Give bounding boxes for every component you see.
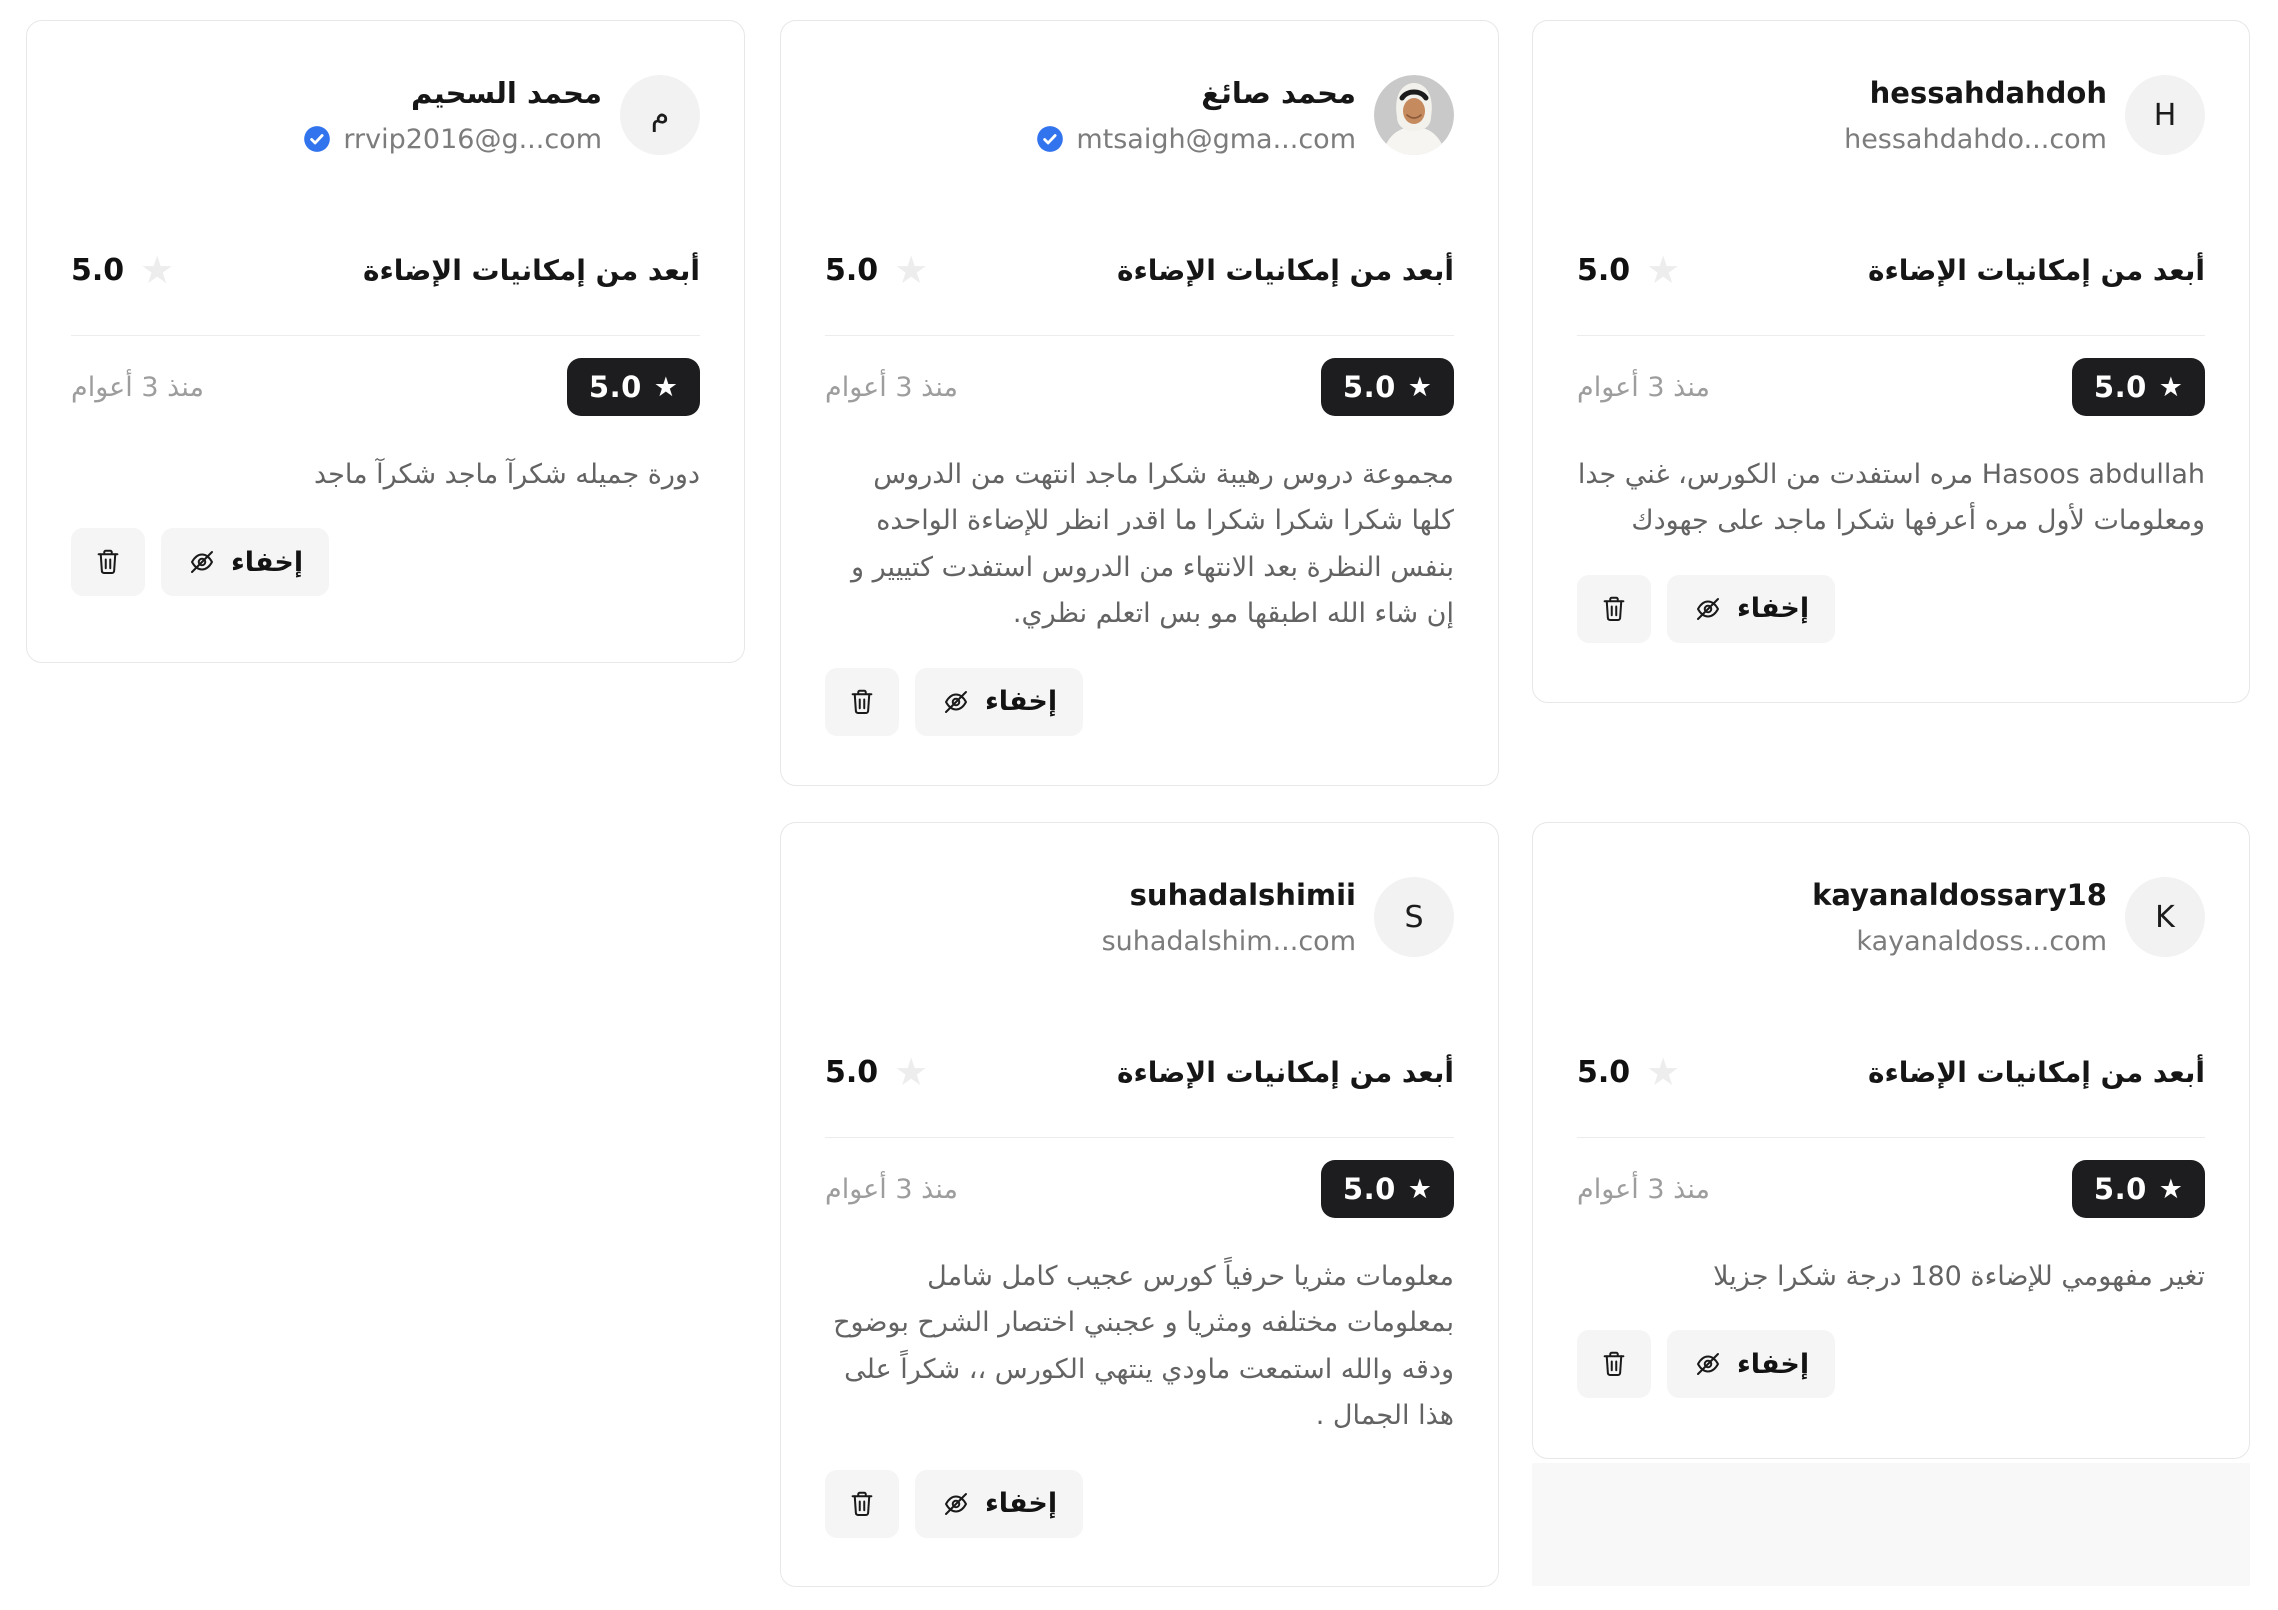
hide-button-label: إخفاء xyxy=(985,1488,1058,1520)
delete-review-button[interactable] xyxy=(825,668,899,736)
course-title: أبعد من إمكانيات الإضاءة xyxy=(1116,1055,1454,1089)
reviewer-header xyxy=(825,75,1454,155)
divider xyxy=(1577,1137,2205,1138)
eye-off-icon xyxy=(1693,1349,1723,1379)
hide-button-label: إخفاء xyxy=(1737,593,1810,625)
badge-rating-value: 5.0 xyxy=(2093,370,2147,404)
reviewer-email: kayanaldoss...com xyxy=(1856,925,2107,957)
course-title: أبعد من إمكانيات الإضاءة xyxy=(1116,253,1454,287)
avatar: H xyxy=(2125,75,2205,155)
divider xyxy=(1577,335,2205,336)
rating xyxy=(825,1050,929,1094)
rating-badge xyxy=(2072,358,2205,416)
hide-review-button[interactable] xyxy=(161,528,329,596)
star-icon: ★ xyxy=(2158,1173,2183,1205)
review-card xyxy=(1532,822,2250,1459)
rating-badge xyxy=(1321,1160,1454,1218)
star-icon-muted: ★ xyxy=(894,1050,929,1094)
rating xyxy=(1577,248,1681,292)
badge-rating-value: 5.0 xyxy=(1342,1172,1396,1206)
hide-review-button[interactable] xyxy=(1667,575,1835,643)
hide-button-label: إخفاء xyxy=(1737,1348,1810,1380)
delete-review-button[interactable] xyxy=(71,528,145,596)
reviewer-name: hessahdahdoh xyxy=(1869,76,2107,111)
course-title: أبعد من إمكانيات الإضاءة xyxy=(1867,253,2205,287)
star-icon-muted: ★ xyxy=(894,248,929,292)
reviewer-name: محمد صائغ xyxy=(1201,76,1356,111)
rating-badge xyxy=(1321,358,1454,416)
star-icon: ★ xyxy=(2158,371,2183,403)
badge-rating-value: 5.0 xyxy=(588,370,642,404)
rating xyxy=(825,248,929,292)
reviewer-header xyxy=(71,75,700,155)
reviewer-name: محمد السحيم xyxy=(411,76,602,111)
trash-icon xyxy=(847,1489,877,1519)
avatar-photo xyxy=(1374,75,1454,155)
reviewer-email: suhadalshim...com xyxy=(1101,925,1356,957)
divider xyxy=(71,335,700,336)
trash-icon xyxy=(93,547,123,577)
reviewer-header xyxy=(1577,75,2205,155)
reviewer-email: hessahdahdo...com xyxy=(1844,123,2107,155)
reviewer-name: suhadalshimii xyxy=(1129,878,1356,913)
hide-review-button[interactable] xyxy=(915,1470,1083,1538)
star-icon: ★ xyxy=(653,371,678,403)
eye-off-icon xyxy=(941,1489,971,1519)
trash-icon xyxy=(1599,1349,1629,1379)
star-icon-muted: ★ xyxy=(1646,248,1681,292)
hide-button-label: إخفاء xyxy=(985,686,1058,718)
delete-review-button[interactable] xyxy=(1577,575,1651,643)
delete-review-button[interactable] xyxy=(825,1470,899,1538)
star-icon: ★ xyxy=(1407,1173,1432,1205)
rating-badge xyxy=(2072,1160,2205,1218)
rating xyxy=(71,248,175,292)
rating-value: 5.0 xyxy=(825,252,879,288)
review-time: منذ 3 أعوام xyxy=(1577,371,1710,403)
rating-value: 5.0 xyxy=(825,1054,879,1090)
divider xyxy=(825,1137,1454,1138)
verified-icon xyxy=(1036,125,1064,153)
review-time: منذ 3 أعوام xyxy=(825,1173,958,1205)
eye-off-icon xyxy=(1693,594,1723,624)
star-icon-muted: ★ xyxy=(1646,1050,1681,1094)
review-time: منذ 3 أعوام xyxy=(825,371,958,403)
badge-rating-value: 5.0 xyxy=(1342,370,1396,404)
trash-icon xyxy=(1599,594,1629,624)
review-text: معلومات مثريا حرفياً كورس عجيب كامل شامل بمعلومات مختلفه ومثريا و عجبني اختصار الشرح بوضوح ودقه والله استمعت ماودي ينتهي الكورس ،، شكراً على هذا الجمال . xyxy=(833,1261,1454,1432)
hide-review-button[interactable] xyxy=(915,668,1083,736)
hide-button-label: إخفاء xyxy=(231,546,304,578)
review-time: منذ 3 أعوام xyxy=(1577,1173,1710,1205)
review-text: تغير مفهومي للإضاءة 180 درجة شكرا جزيلا xyxy=(1713,1261,2205,1292)
eye-off-icon xyxy=(187,547,217,577)
review-text: مجموعة دروس رهيبة شكرا ماجد انتهت من الدروس كلها شكرا شكرا شكرا ما اقدر انظر للإضاءة الواحده بنفس النظرة بعد الانتهاء من الدروس استفدت كتييير و إن شاء الله اطبقها مو بس اتعلم نظري. xyxy=(851,459,1454,630)
review-card xyxy=(780,822,1499,1587)
review-card xyxy=(1532,20,2250,703)
person-photo-icon xyxy=(1374,75,1454,155)
review-text: دورة جميله شكرآ ماجد شكرآ ماجد xyxy=(314,459,700,490)
loading-placeholder-block xyxy=(1532,1463,2250,1586)
avatar: S xyxy=(1374,877,1454,957)
reviewer-header xyxy=(825,877,1454,957)
reviewer-email: rrvip2016@g...com xyxy=(343,123,602,155)
trash-icon xyxy=(847,687,877,717)
hide-review-button[interactable] xyxy=(1667,1330,1835,1398)
review-text: Hasoos abdullah مره استفدت من الكورس، غني جدا ومعلومات لأول مره أعرفها شكرا ماجد على جهودك xyxy=(1577,459,2205,537)
reviewer-name: kayanaldossary18 xyxy=(1812,878,2107,913)
verified-icon xyxy=(303,125,331,153)
star-icon: ★ xyxy=(1407,371,1432,403)
avatar: م xyxy=(620,75,700,155)
course-title: أبعد من إمكانيات الإضاءة xyxy=(1867,1055,2205,1089)
reviewer-header xyxy=(1577,877,2205,957)
rating-value: 5.0 xyxy=(1577,1054,1631,1090)
badge-rating-value: 5.0 xyxy=(2093,1172,2147,1206)
rating xyxy=(1577,1050,1681,1094)
eye-off-icon xyxy=(941,687,971,717)
rating-value: 5.0 xyxy=(1577,252,1631,288)
reviewer-email: mtsaigh@gma...com xyxy=(1076,123,1356,155)
review-time: منذ 3 أعوام xyxy=(71,371,204,403)
avatar: K xyxy=(2125,877,2205,957)
review-card xyxy=(26,20,745,663)
divider xyxy=(825,335,1454,336)
rating-value: 5.0 xyxy=(71,252,125,288)
review-card xyxy=(780,20,1499,786)
star-icon-muted: ★ xyxy=(140,248,175,292)
rating-badge xyxy=(567,358,700,416)
course-title: أبعد من إمكانيات الإضاءة xyxy=(362,253,700,287)
delete-review-button[interactable] xyxy=(1577,1330,1651,1398)
